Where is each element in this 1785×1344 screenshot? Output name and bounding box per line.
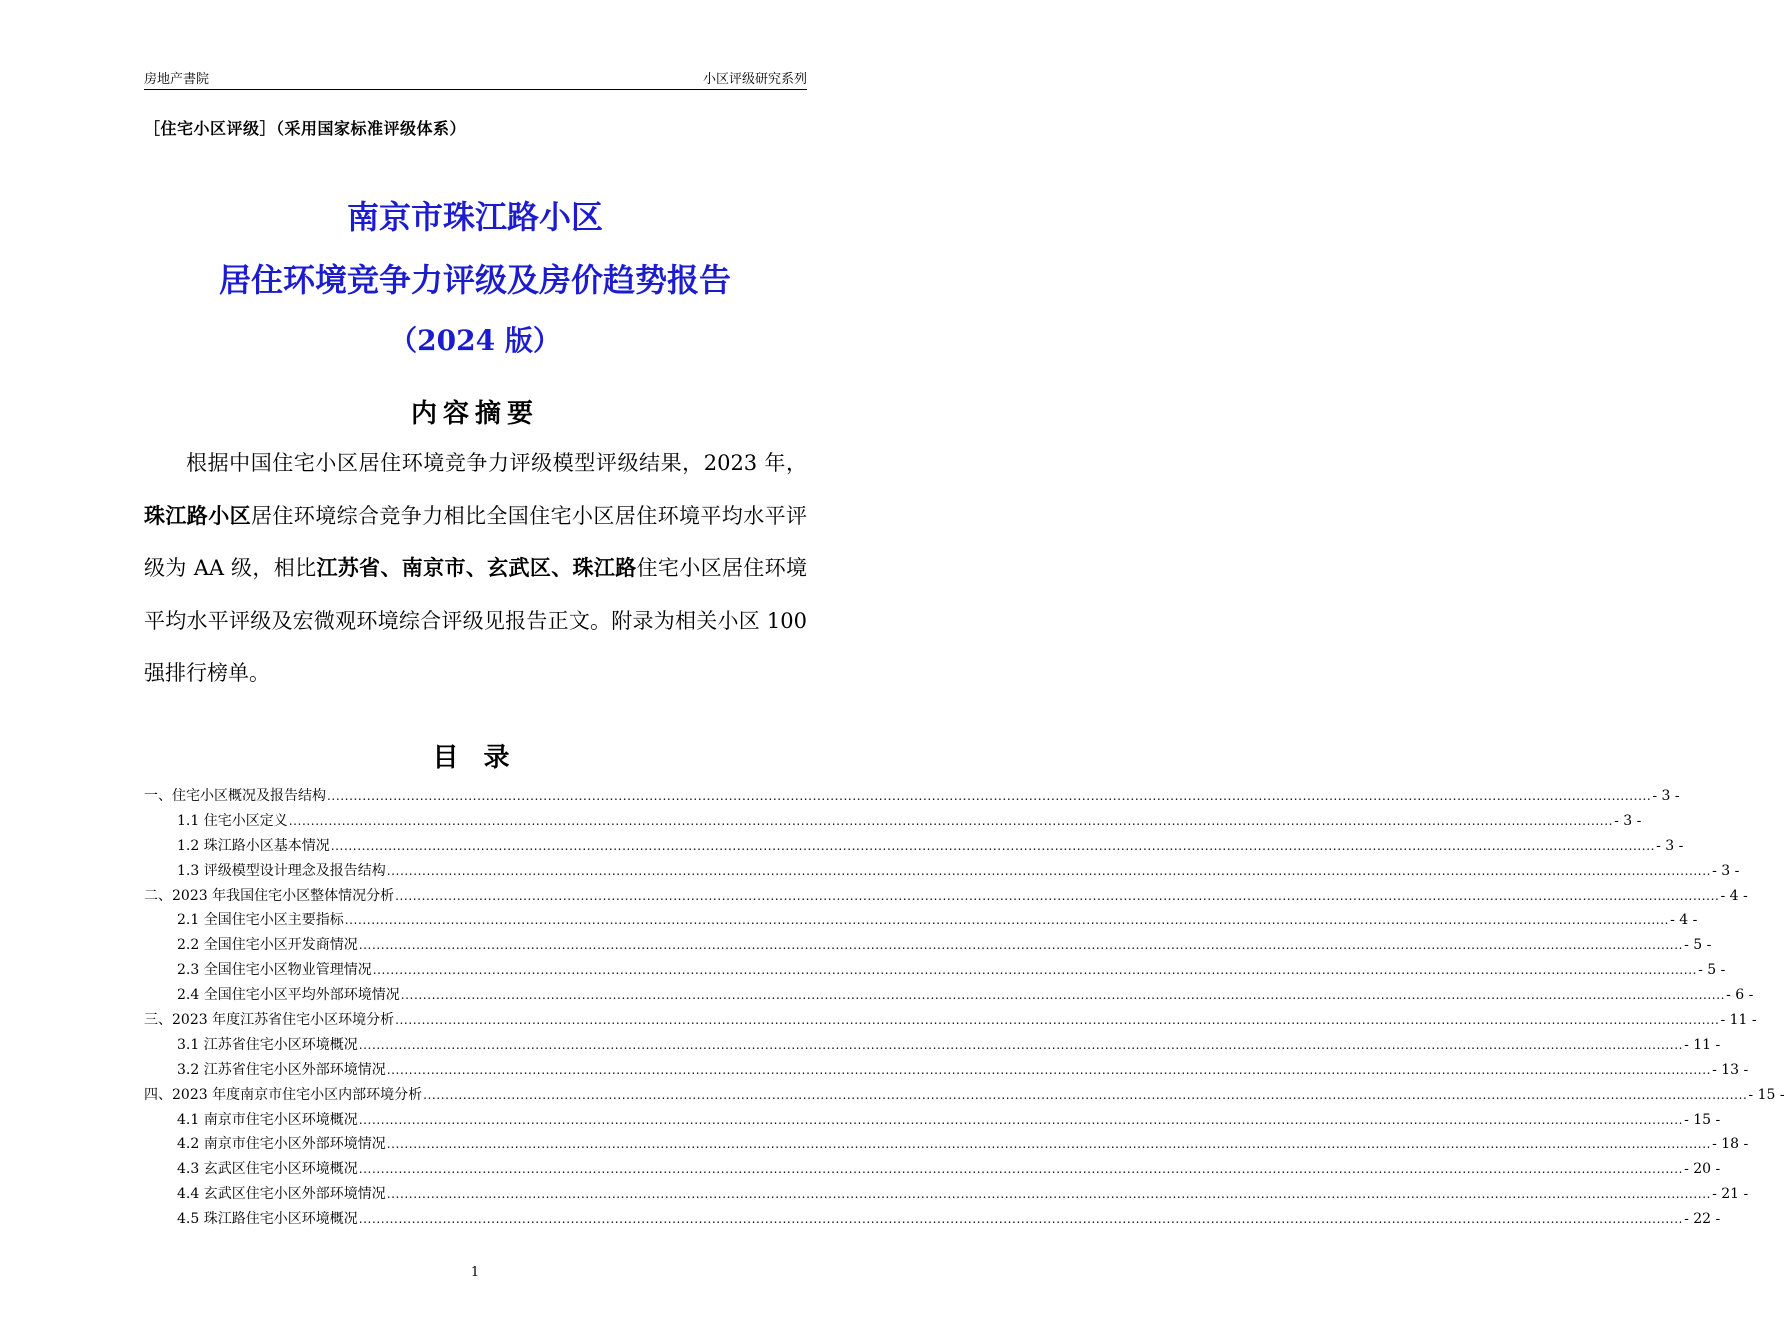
toc-entry[interactable] [144,983,1754,1008]
toc-entry[interactable] [144,1182,1749,1207]
toc-entry[interactable] [144,908,1698,933]
toc-entry-label: 4.3 玄武区住宅小区环境概况 [177,1161,358,1178]
toc-entry-label: 四、2023 年度南京市住宅小区内部环境分析 [144,1086,423,1103]
abstract-emphasis: 江苏省、南京市、玄武区、珠江路 [316,556,637,580]
toc-leader-dots: ............................................................................................................................................................................................................................................................................................................ [358,1112,1684,1127]
report-category: ［住宅小区评级］（采用国家标准评级体系） [144,119,467,138]
toc-leader-dots: ............................................................................................................................................................................................................................................................................................................ [358,1162,1684,1177]
page-header [144,67,807,90]
toc-leader-dots: ............................................................................................................................................................................................................................................................................................................ [344,913,1670,928]
toc-entry[interactable] [144,834,1684,859]
toc-leader-dots: ............................................................................................................................................................................................................................................................................................................ [386,1062,1712,1077]
toc-entry[interactable] [144,1033,1721,1058]
toc-entry-label: 三、2023 年度江苏省住宅小区环境分析 [144,1012,395,1029]
toc-entry-page: - 4 - [1670,912,1698,929]
abstract-emphasis: 珠江路小区 [144,503,251,528]
toc-entry[interactable] [144,784,1680,809]
toc-entry-label: 4.4 玄武区住宅小区外部环境情况 [177,1186,386,1203]
header-series: 小区评级研究系列 [702,72,807,87]
toc-entry-page: - 11 - [1684,1036,1721,1053]
toc-leader-dots: ............................................................................................................................................................................................................................................................................................................ [358,1037,1684,1052]
toc-entry-page: - 20 - [1684,1161,1721,1178]
toc-entry-label: 2.1 全国住宅小区主要指标 [177,912,344,929]
toc-entry-page: - 5 - [1684,937,1712,954]
report-edition: （2024 版） [389,324,561,357]
page-number: 1 [470,1265,480,1280]
toc-entry-page: - 18 - [1712,1136,1749,1153]
toc-entry[interactable] [144,1108,1721,1133]
toc-entry-label: 2.4 全国住宅小区平均外部环境情况 [177,987,400,1004]
toc-entry[interactable] [144,933,1712,958]
toc-leader-dots: ............................................................................................................................................................................................................................................................................................................ [288,813,1614,828]
toc-heading: 目 录 [432,743,518,773]
toc-entry-label: 1.2 珠江路小区基本情况 [177,837,330,854]
toc-entry[interactable] [144,809,1642,834]
toc-entry-page: - 13 - [1712,1061,1749,1078]
toc-leader-dots: ............................................................................................................................................................................................................................................................................................................ [423,1087,1748,1102]
toc-leader-dots: ............................................................................................................................................................................................................................................................................................................ [386,863,1712,878]
abstract-heading: 内容摘要 [410,399,539,429]
toc-entry[interactable] [144,1157,1721,1182]
toc-entry[interactable] [144,1132,1749,1157]
toc-leader-dots: ............................................................................................................................................................................................................................................................................................................ [386,1187,1712,1202]
toc-entry-page: - 3 - [1712,862,1740,879]
toc-entry-label: 4.5 珠江路住宅小区环境概况 [177,1211,358,1228]
toc-entry-label: 2.3 全国住宅小区物业管理情况 [177,962,372,979]
toc-leader-dots: ............................................................................................................................................................................................................................................................................................................ [400,988,1726,1003]
toc-entry[interactable] [144,958,1726,983]
toc-entry-page: - 21 - [1712,1186,1749,1203]
toc-entry[interactable] [144,1083,1785,1108]
toc-leader-dots: ............................................................................................................................................................................................................................................................................................................ [358,1212,1684,1227]
abstract-text: 居住环境综合竞争力相比全国住宅小区居住环境平均水平评级为 AA 级， [144,503,807,580]
toc-entry-label: 1.1 住宅小区定义 [177,812,288,829]
toc-leader-dots: ............................................................................................................................................................................................................................................................................................................ [395,888,1720,903]
toc-entry[interactable] [144,859,1740,884]
toc-leader-dots: ............................................................................................................................................................................................................................................................................................................ [330,838,1656,853]
toc-entry-label: 2.2 全国住宅小区开发商情况 [177,937,358,954]
toc-entry-page: - 15 - [1684,1111,1721,1128]
toc-leader-dots: ............................................................................................................................................................................................................................................................................................................ [372,963,1698,978]
abstract-text: 根据中国住宅小区居住环境竞争力评级模型评级结果，2023 年， [186,451,807,475]
toc-entry-label: 二、2023 年我国住宅小区整体情况分析 [144,887,395,904]
toc-entry-page: - 11 - [1720,1012,1757,1029]
abstract-text: 住宅小区居住环境平均水平评级及宏微观环境综合评级见报告正文。附录为相关小区 100 强排行榜单。 [144,556,807,685]
toc-entry-page: - 3 - [1652,788,1680,804]
toc-entry[interactable] [144,1207,1721,1232]
toc-entry-page: - 5 - [1698,962,1726,979]
abstract-text: 相比 [273,556,317,580]
toc-entry-label: 4.2 南京市住宅小区外部环境情况 [177,1136,386,1153]
table-of-contents [144,784,1785,1232]
toc-entry-page: - 3 - [1656,837,1684,854]
report-title-line2: 居住环境竞争力评级及房价趋势报告 [218,261,731,299]
toc-entry-label: 3.2 江苏省住宅小区外部环境情况 [177,1061,386,1078]
toc-entry-page: - 6 - [1726,987,1754,1004]
toc-leader-dots: ............................................................................................................................................................................................................................................................................................................ [395,1013,1720,1028]
abstract-paragraph [144,437,807,700]
toc-entry-page: - 15 - [1748,1086,1785,1103]
header-publisher: 房地产書院 [144,72,210,87]
toc-entry[interactable] [144,1058,1749,1083]
toc-entry-page: - 4 - [1720,887,1748,904]
toc-entry-page: - 3 - [1614,812,1642,829]
toc-entry[interactable] [144,1008,1757,1033]
toc-leader-dots: ............................................................................................................................................................................................................................................................................................................ [327,789,1652,803]
report-title-line1: 南京市珠江路小区 [346,198,603,236]
toc-entry-label: 4.1 南京市住宅小区环境概况 [177,1111,358,1128]
toc-entry-label: 3.1 江苏省住宅小区环境概况 [177,1036,358,1053]
toc-entry-page: - 22 - [1684,1211,1721,1228]
toc-entry[interactable] [144,884,1748,909]
toc-entry-label: 一、住宅小区概况及报告结构 [144,788,326,804]
toc-leader-dots: ............................................................................................................................................................................................................................................................................................................ [386,1137,1712,1152]
toc-entry-label: 1.3 评级模型设计理念及报告结构 [177,862,386,879]
toc-leader-dots: ............................................................................................................................................................................................................................................................................................................ [358,938,1684,953]
